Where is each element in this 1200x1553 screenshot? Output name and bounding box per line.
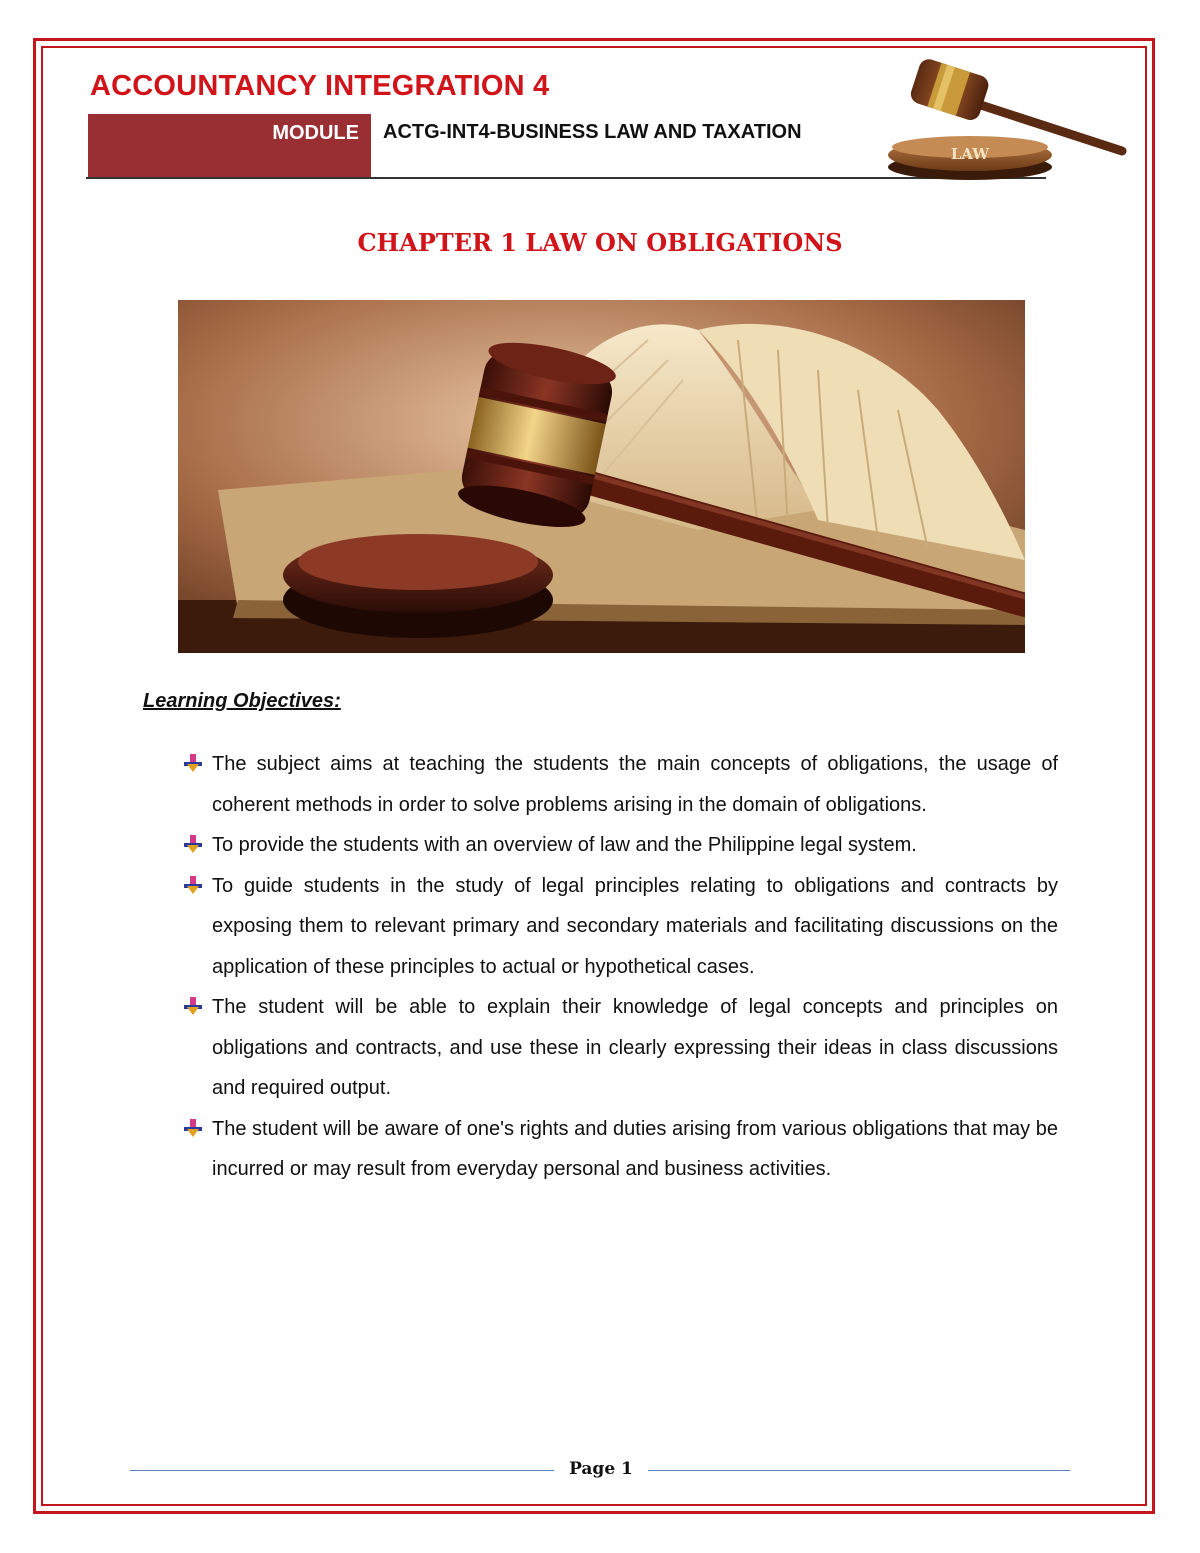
arrow-down-bullet-icon bbox=[182, 874, 204, 896]
list-item bbox=[182, 987, 1058, 1109]
page-number: Page 1 bbox=[569, 1459, 633, 1479]
arrow-down-bullet-icon bbox=[182, 1117, 204, 1139]
logo-law-text: LAW bbox=[950, 145, 990, 163]
arrow-down-bullet-icon bbox=[182, 995, 204, 1017]
objective-text: The student will be aware of one's rights and duties arising from various obligations that may be incurred or may result from everyday personal and business activities. bbox=[212, 1117, 1058, 1180]
gavel-logo-icon bbox=[880, 55, 1130, 185]
course-title: ACCOUNTANCY INTEGRATION 4 bbox=[90, 70, 550, 102]
list-item bbox=[182, 825, 1058, 866]
objective-text: To provide the students with an overview of law and the Philippine legal system. bbox=[212, 834, 917, 856]
list-item bbox=[182, 744, 1058, 825]
module-label: MODULE bbox=[272, 122, 359, 144]
module-label-box bbox=[88, 114, 371, 178]
footer-rule-left bbox=[130, 1470, 554, 1471]
learning-objectives-heading: Learning Objectives: bbox=[143, 690, 341, 712]
footer-rule-right bbox=[648, 1470, 1070, 1471]
objective-text: The subject aims at teaching the students the main concepts of obligations, the usage of coherent methods in order to solve problems arising in the domain of obligations. bbox=[212, 753, 1058, 816]
module-title: ACTG-INT4-BUSINESS LAW AND TAXATION bbox=[383, 121, 802, 143]
chapter-title: CHAPTER 1 LAW ON OBLIGATIONS bbox=[357, 228, 843, 257]
objective-text: The student will be able to explain their knowledge of legal concepts and principles on obligations and contracts, and use these in clearly expressing their ideas in class discussions and required output. bbox=[212, 996, 1058, 1099]
list-item bbox=[182, 866, 1058, 988]
list-item bbox=[182, 1109, 1058, 1190]
objective-text: To guide students in the study of legal principles relating to obligations and contracts by exposing them to relevant primary and secondary materials and facilitating discussions on the application of these principles to actual or hypothetical cases. bbox=[212, 874, 1058, 978]
arrow-down-bullet-icon bbox=[182, 833, 204, 855]
learning-objectives-list bbox=[182, 744, 1058, 1190]
gavel-and-book-image bbox=[178, 300, 1025, 653]
arrow-down-bullet-icon bbox=[182, 752, 204, 774]
